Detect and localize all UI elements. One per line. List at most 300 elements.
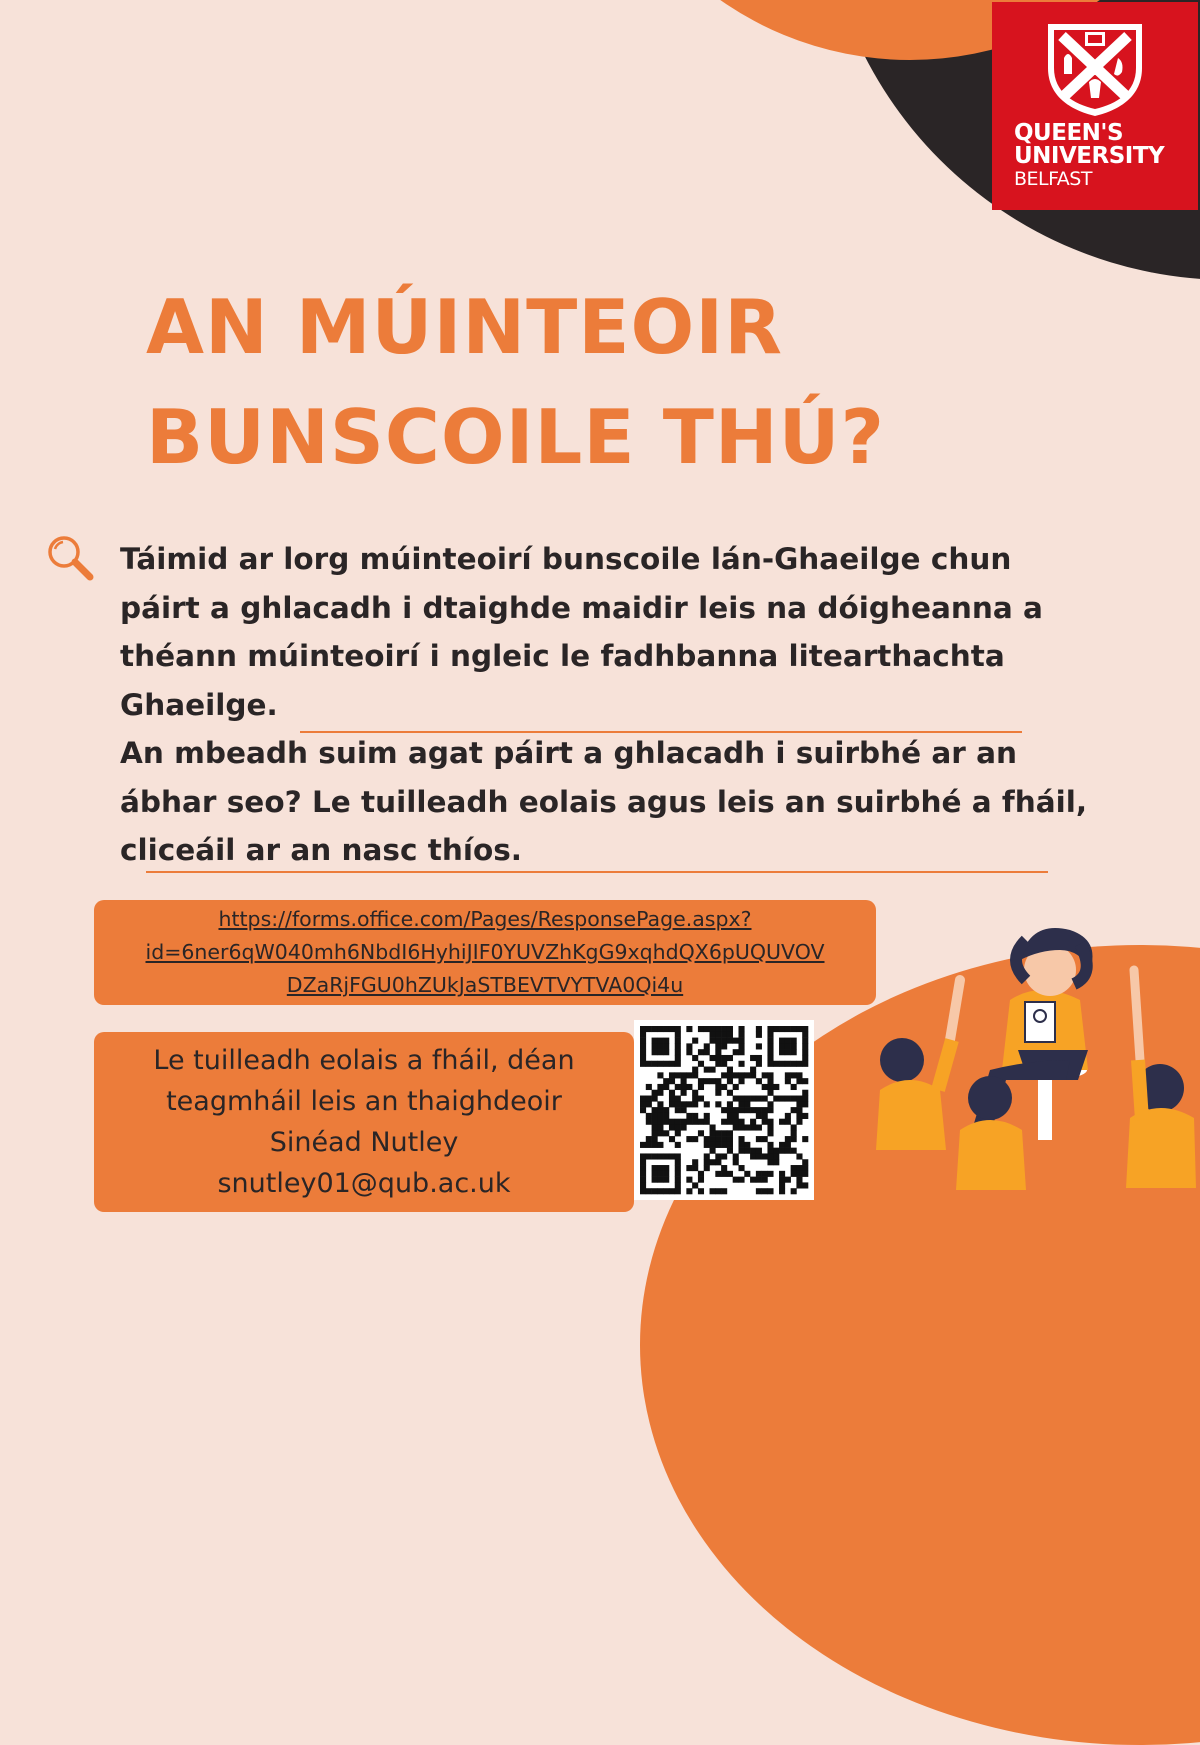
- qr-module: [698, 1130, 704, 1136]
- qr-module: [796, 1078, 802, 1084]
- qr-module: [733, 1038, 739, 1044]
- qr-module: [692, 1055, 698, 1061]
- qr-module: [744, 1072, 750, 1078]
- qr-module: [756, 1061, 762, 1067]
- qr-module: [796, 1182, 802, 1188]
- qr-module: [692, 1038, 698, 1044]
- qr-module: [675, 1049, 681, 1055]
- qr-module: [704, 1067, 710, 1073]
- qr-module: [681, 1072, 687, 1078]
- qr-module: [750, 1067, 756, 1073]
- qr-module: [802, 1165, 808, 1171]
- qr-module: [675, 1038, 681, 1044]
- qr-module: [640, 1049, 646, 1055]
- qr-module: [715, 1171, 721, 1177]
- qr-module: [652, 1177, 658, 1183]
- qr-module: [669, 1026, 675, 1032]
- contact-info-box: [94, 1032, 634, 1212]
- qr-module: [796, 1113, 802, 1119]
- qr-module: [710, 1130, 716, 1136]
- qr-module: [698, 1188, 704, 1194]
- qr-module: [767, 1124, 773, 1130]
- qr-module: [779, 1119, 785, 1125]
- qr-module: [767, 1038, 773, 1044]
- classroom-illustration: [840, 920, 1200, 1200]
- qr-module: [750, 1096, 756, 1102]
- body-line-2: páirt a ghlacadh i dtaighde maidir leis na dóigheanna a: [120, 590, 1043, 625]
- qr-module: [756, 1171, 762, 1177]
- qr-module: [802, 1090, 808, 1096]
- qr-module: [646, 1142, 652, 1148]
- qr-module: [791, 1171, 797, 1177]
- qr-module: [692, 1165, 698, 1171]
- qr-module: [681, 1119, 687, 1125]
- qr-module: [721, 1055, 727, 1061]
- qr-module: [692, 1072, 698, 1078]
- qr-module: [704, 1101, 710, 1107]
- qr-module: [756, 1107, 762, 1113]
- qr-module: [767, 1119, 773, 1125]
- qr-module: [785, 1136, 791, 1142]
- qr-module: [721, 1084, 727, 1090]
- qr-module: [663, 1119, 669, 1125]
- qr-module: [779, 1188, 785, 1194]
- qr-module: [785, 1078, 791, 1084]
- qr-module: [640, 1055, 646, 1061]
- logo-line-1: QUEEN'S: [1014, 120, 1124, 146]
- qr-module: [657, 1090, 663, 1096]
- qr-module: [785, 1072, 791, 1078]
- qr-module: [657, 1061, 663, 1067]
- qr-module: [652, 1061, 658, 1067]
- qr-module: [675, 1084, 681, 1090]
- qr-module: [802, 1049, 808, 1055]
- qr-module: [704, 1142, 710, 1148]
- crest-icon: [1040, 18, 1150, 118]
- qr-module: [796, 1107, 802, 1113]
- divider-line: [146, 871, 1048, 873]
- qr-module: [791, 1072, 797, 1078]
- qr-module: [721, 1043, 727, 1049]
- qr-module: [692, 1096, 698, 1102]
- qr-module: [675, 1159, 681, 1165]
- qr-module: [791, 1107, 797, 1113]
- qr-module: [692, 1182, 698, 1188]
- qr-module: [791, 1043, 797, 1049]
- university-logo: [992, 2, 1198, 210]
- qr-module: [652, 1096, 658, 1102]
- qr-module: [767, 1090, 773, 1096]
- qr-module: [773, 1159, 779, 1165]
- qr-module: [704, 1159, 710, 1165]
- divider-line: [300, 731, 1022, 733]
- qr-module: [744, 1096, 750, 1102]
- qr-module: [663, 1049, 669, 1055]
- body-line-4: Ghaeilge.: [120, 687, 278, 722]
- survey-link[interactable]: [94, 903, 876, 1002]
- qr-module: [710, 1148, 716, 1154]
- qr-module: [721, 1026, 727, 1032]
- qr-module: [675, 1055, 681, 1061]
- qr-module: [773, 1084, 779, 1090]
- qr-module: [738, 1061, 744, 1067]
- qr-module: [727, 1107, 733, 1113]
- qr-module: [779, 1096, 785, 1102]
- qr-module: [721, 1188, 727, 1194]
- qr-module: [657, 1038, 663, 1044]
- qr-module: [785, 1142, 791, 1148]
- qr-module: [767, 1107, 773, 1113]
- qr-module: [785, 1049, 791, 1055]
- qr-module: [785, 1026, 791, 1032]
- qr-module: [727, 1026, 733, 1032]
- qr-module: [640, 1061, 646, 1067]
- qr-module: [715, 1061, 721, 1067]
- qr-module: [704, 1113, 710, 1119]
- qr-module: [796, 1101, 802, 1107]
- qr-module: [710, 1067, 716, 1073]
- qr-module: [767, 1049, 773, 1055]
- qr-module: [681, 1084, 687, 1090]
- qr-module: [767, 1072, 773, 1078]
- qr-module: [738, 1032, 744, 1038]
- qr-module: [704, 1153, 710, 1159]
- qr-module: [796, 1153, 802, 1159]
- qr-module: [727, 1090, 733, 1096]
- qr-module: [657, 1177, 663, 1183]
- qr-module: [715, 1188, 721, 1194]
- qr-module: [657, 1119, 663, 1125]
- qr-module: [779, 1038, 785, 1044]
- qr-module: [715, 1142, 721, 1148]
- qr-module: [646, 1101, 652, 1107]
- qr-module: [721, 1032, 727, 1038]
- qr-module: [767, 1148, 773, 1154]
- qr-module: [675, 1119, 681, 1125]
- qr-module: [796, 1072, 802, 1078]
- qr-module: [640, 1171, 646, 1177]
- qr-module: [738, 1049, 744, 1055]
- qr-module: [698, 1096, 704, 1102]
- contact-line-1: Le tuilleadh eolais a fháil, déan: [153, 1045, 575, 1076]
- qr-module: [652, 1130, 658, 1136]
- qr-module: [715, 1049, 721, 1055]
- qr-module: [692, 1113, 698, 1119]
- contact-email[interactable]: snutley01@qub.ac.uk: [217, 1168, 511, 1199]
- qr-module: [744, 1148, 750, 1154]
- qr-module: [652, 1165, 658, 1171]
- qr-module: [640, 1177, 646, 1183]
- qr-module: [681, 1101, 687, 1107]
- contact-name: Sinéad Nutley: [269, 1127, 459, 1158]
- qr-module: [704, 1165, 710, 1171]
- qr-module: [704, 1078, 710, 1084]
- qr-module: [686, 1136, 692, 1142]
- qr-module: [727, 1032, 733, 1038]
- qr-module: [791, 1124, 797, 1130]
- qr-module: [744, 1171, 750, 1177]
- qr-module: [796, 1165, 802, 1171]
- qr-module: [802, 1078, 808, 1084]
- qr-module: [733, 1072, 739, 1078]
- qr-module: [733, 1153, 739, 1159]
- qr-module: [669, 1136, 675, 1142]
- qr-module: [663, 1188, 669, 1194]
- qr-module: [796, 1061, 802, 1067]
- body-text: [120, 535, 1180, 875]
- qr-module: [640, 1142, 646, 1148]
- qr-module: [756, 1113, 762, 1119]
- qr-module: [773, 1061, 779, 1067]
- qr-module: [791, 1038, 797, 1044]
- qr-module: [727, 1130, 733, 1136]
- qr-module: [721, 1119, 727, 1125]
- qr-module: [750, 1055, 756, 1061]
- qr-module: [756, 1055, 762, 1061]
- qr-module: [791, 1096, 797, 1102]
- qr-module: [657, 1188, 663, 1194]
- qr-module: [738, 1124, 744, 1130]
- qr-module: [675, 1032, 681, 1038]
- qr-module: [640, 1153, 646, 1159]
- qr-module: [721, 1107, 727, 1113]
- qr-module: [721, 1171, 727, 1177]
- qr-module: [646, 1119, 652, 1125]
- qr-module: [698, 1078, 704, 1084]
- qr-module: [733, 1177, 739, 1183]
- qr-module: [669, 1061, 675, 1067]
- qr-module: [802, 1043, 808, 1049]
- qr-module: [663, 1038, 669, 1044]
- link-line-1: https://forms.office.com/Pages/ResponsePage.aspx?: [218, 907, 752, 931]
- qr-module: [675, 1177, 681, 1183]
- qr-module: [663, 1177, 669, 1183]
- qr-module: [640, 1043, 646, 1049]
- qr-module: [657, 1153, 663, 1159]
- qr-module: [652, 1113, 658, 1119]
- qr-module: [646, 1188, 652, 1194]
- qr-module: [750, 1119, 756, 1125]
- qr-module: [802, 1171, 808, 1177]
- qr-module: [675, 1026, 681, 1032]
- qr-module: [675, 1096, 681, 1102]
- qr-module: [657, 1072, 663, 1078]
- qr-module: [704, 1026, 710, 1032]
- qr-module: [715, 1136, 721, 1142]
- qr-module: [657, 1171, 663, 1177]
- qr-module: [640, 1188, 646, 1194]
- qr-module: [646, 1153, 652, 1159]
- qr-module: [710, 1078, 716, 1084]
- qr-module: [727, 1136, 733, 1142]
- qr-module: [738, 1078, 744, 1084]
- qr-module: [738, 1142, 744, 1148]
- qr-module: [767, 1026, 773, 1032]
- qr-module: [733, 1084, 739, 1090]
- qr-module: [669, 1188, 675, 1194]
- qr-module: [727, 1148, 733, 1154]
- qr-module: [721, 1072, 727, 1078]
- qr-module: [657, 1107, 663, 1113]
- qr-module: [681, 1090, 687, 1096]
- university-name: [1014, 122, 1164, 191]
- qr-module: [727, 1142, 733, 1148]
- qr-module: [779, 1182, 785, 1188]
- qr-module: [791, 1188, 797, 1194]
- magnifier-icon: [44, 534, 100, 584]
- qr-module: [721, 1153, 727, 1159]
- qr-module: [663, 1171, 669, 1177]
- qr-module: [710, 1142, 716, 1148]
- title-line-2: BUNSCOILE THÚ?: [146, 393, 886, 481]
- qr-module: [710, 1055, 716, 1061]
- qr-module: [657, 1130, 663, 1136]
- qr-module: [791, 1136, 797, 1142]
- qr-module: [756, 1096, 762, 1102]
- qr-module: [675, 1124, 681, 1130]
- qr-module: [773, 1153, 779, 1159]
- qr-module: [785, 1043, 791, 1049]
- qr-module: [802, 1055, 808, 1061]
- qr-module: [652, 1188, 658, 1194]
- qr-module: [663, 1061, 669, 1067]
- qr-module: [733, 1096, 739, 1102]
- qr-module: [640, 1182, 646, 1188]
- qr-module: [791, 1049, 797, 1055]
- qr-module: [646, 1113, 652, 1119]
- qr-module: [779, 1043, 785, 1049]
- qr-module: [802, 1182, 808, 1188]
- qr-module: [762, 1107, 768, 1113]
- qr-module: [785, 1061, 791, 1067]
- qr-module: [692, 1090, 698, 1096]
- qr-module: [733, 1124, 739, 1130]
- qr-module: [721, 1061, 727, 1067]
- qr-module: [802, 1026, 808, 1032]
- qr-module: [698, 1084, 704, 1090]
- qr-module: [686, 1113, 692, 1119]
- qr-module: [762, 1119, 768, 1125]
- qr-code[interactable]: [634, 1020, 814, 1200]
- qr-module: [692, 1119, 698, 1125]
- qr-module: [715, 1026, 721, 1032]
- qr-module: [767, 1032, 773, 1038]
- qr-module: [652, 1153, 658, 1159]
- qr-module: [669, 1072, 675, 1078]
- qr-module: [779, 1061, 785, 1067]
- qr-module: [802, 1032, 808, 1038]
- qr-module: [727, 1119, 733, 1125]
- qr-module: [767, 1043, 773, 1049]
- qr-module: [796, 1119, 802, 1125]
- qr-module: [767, 1084, 773, 1090]
- qr-module: [756, 1078, 762, 1084]
- link-line-3: DZaRjFGU0hZUkJaSTBEVTVYTVA0Qi4u: [286, 973, 684, 997]
- qr-module: [669, 1101, 675, 1107]
- qr-module: [750, 1153, 756, 1159]
- qr-module: [681, 1124, 687, 1130]
- qr-module: [692, 1159, 698, 1165]
- qr-module: [663, 1153, 669, 1159]
- qr-module: [727, 1038, 733, 1044]
- qr-module: [710, 1032, 716, 1038]
- qr-module: [802, 1113, 808, 1119]
- qr-module: [657, 1101, 663, 1107]
- qr-module: [669, 1078, 675, 1084]
- qr-module: [762, 1188, 768, 1194]
- qr-module: [738, 1072, 744, 1078]
- qr-module: [727, 1171, 733, 1177]
- qr-module: [675, 1171, 681, 1177]
- qr-module: [681, 1078, 687, 1084]
- qr-module: [675, 1130, 681, 1136]
- qr-module: [640, 1159, 646, 1165]
- qr-module: [710, 1124, 716, 1130]
- qr-module: [715, 1038, 721, 1044]
- qr-module: [785, 1096, 791, 1102]
- qr-module: [663, 1078, 669, 1084]
- qr-module: [686, 1043, 692, 1049]
- qr-module: [640, 1032, 646, 1038]
- page-title: [146, 272, 885, 492]
- qr-module: [802, 1159, 808, 1165]
- qr-module: [744, 1142, 750, 1148]
- qr-module: [791, 1148, 797, 1154]
- qr-module: [686, 1188, 692, 1194]
- qr-module: [675, 1107, 681, 1113]
- qr-module: [773, 1026, 779, 1032]
- qr-module: [727, 1113, 733, 1119]
- qr-module: [744, 1107, 750, 1113]
- qr-module: [738, 1096, 744, 1102]
- qr-module: [802, 1101, 808, 1107]
- qr-module: [652, 1107, 658, 1113]
- survey-link-box[interactable]: [94, 900, 876, 1005]
- qr-module: [802, 1136, 808, 1142]
- qr-module: [721, 1142, 727, 1148]
- qr-module: [744, 1124, 750, 1130]
- qr-module: [756, 1177, 762, 1183]
- qr-module: [669, 1153, 675, 1159]
- qr-module: [733, 1159, 739, 1165]
- qr-module: [675, 1142, 681, 1148]
- qr-module: [710, 1188, 716, 1194]
- qr-module: [721, 1136, 727, 1142]
- qr-module: [791, 1026, 797, 1032]
- qr-module: [773, 1096, 779, 1102]
- qr-module: [767, 1078, 773, 1084]
- qr-module: [738, 1043, 744, 1049]
- qr-module: [715, 1130, 721, 1136]
- qr-module: [663, 1026, 669, 1032]
- qr-module: [738, 1101, 744, 1107]
- qr-module: [669, 1090, 675, 1096]
- qr-module: [750, 1072, 756, 1078]
- qr-module: [762, 1177, 768, 1183]
- qr-module: [750, 1107, 756, 1113]
- qr-module: [791, 1084, 797, 1090]
- qr-module: [675, 1101, 681, 1107]
- qr-module: [733, 1119, 739, 1125]
- qr-module: [756, 1148, 762, 1154]
- qr-module: [663, 1165, 669, 1171]
- qr-module: [756, 1188, 762, 1194]
- qr-module: [715, 1055, 721, 1061]
- qr-module: [686, 1165, 692, 1171]
- qr-module: [715, 1159, 721, 1165]
- qr-module: [785, 1119, 791, 1125]
- qr-module: [686, 1119, 692, 1125]
